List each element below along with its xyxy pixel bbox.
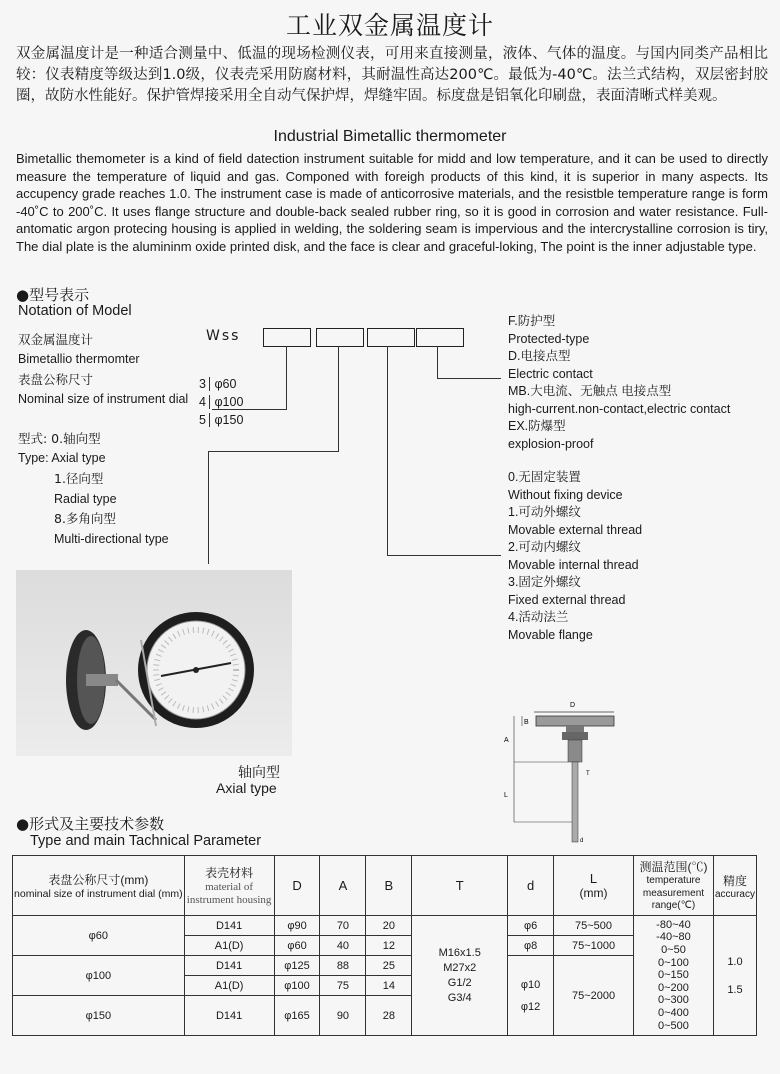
range-value: -80~40 bbox=[656, 918, 691, 931]
fixing-item: Without fixing device bbox=[508, 487, 623, 502]
dim-B: B bbox=[524, 719, 529, 726]
photo-caption-cn: 轴向型 bbox=[238, 765, 280, 781]
cell-A: 90 bbox=[320, 996, 366, 1036]
protection-item: EX.防爆型 bbox=[508, 419, 566, 433]
connector-line bbox=[338, 346, 339, 452]
cell-range bbox=[633, 916, 713, 1036]
header-d: d bbox=[508, 856, 554, 916]
header-size-cn: 表盘公称尺寸(mm) bbox=[48, 873, 149, 887]
size-label-cn: 表盘公称尺寸 bbox=[18, 372, 94, 387]
header-range bbox=[633, 856, 713, 916]
header-T: T bbox=[412, 856, 508, 916]
cell-B: 12 bbox=[366, 936, 412, 956]
page-title-en: Industrial Bimetallic thermometer bbox=[273, 128, 507, 145]
fixing-item: 0.无固定装置 bbox=[508, 470, 581, 484]
model-box-1 bbox=[263, 328, 311, 347]
protection-item: Protected-type bbox=[508, 331, 590, 346]
cell-material: A1(D) bbox=[184, 936, 274, 956]
header-accuracy bbox=[713, 856, 756, 916]
header-material-en: material of instrument housing bbox=[186, 881, 272, 906]
size-list bbox=[199, 375, 243, 429]
range-value: 0~200 bbox=[658, 981, 689, 994]
header-size-en: nominal size of instrument dial (mm) bbox=[14, 888, 183, 900]
type-list bbox=[54, 469, 169, 549]
cell-size: φ100 bbox=[13, 956, 185, 996]
type-label-en: Type: Axial type bbox=[18, 451, 106, 465]
size-val: φ60 bbox=[209, 377, 236, 391]
header-L-unit: (mm) bbox=[579, 886, 608, 900]
type-item: 8.多角向型 bbox=[54, 511, 116, 526]
header-L-label: L bbox=[589, 871, 598, 886]
parameter-table bbox=[12, 855, 757, 1036]
protection-item: Electric contact bbox=[508, 366, 593, 381]
header-material bbox=[184, 856, 274, 916]
thread-value: M27x2 bbox=[443, 961, 477, 974]
range-value: 0~150 bbox=[658, 969, 689, 982]
cell-D: φ90 bbox=[274, 916, 320, 936]
range-value: 0~100 bbox=[658, 956, 689, 969]
dim-L: L bbox=[504, 792, 508, 799]
protection-item: D.电接点型 bbox=[508, 349, 571, 363]
cell-accuracy bbox=[713, 916, 756, 1036]
page-title-cn: 工业双金属温度计 bbox=[285, 11, 494, 40]
cell-L: 75~1000 bbox=[554, 936, 634, 956]
header-D: D bbox=[274, 856, 320, 916]
params-heading-cn: ●形式及主要技术参数 bbox=[16, 815, 165, 833]
fixing-item: 2.可动内螺纹 bbox=[508, 540, 581, 554]
model-heading-en: Notation of Model bbox=[18, 303, 132, 319]
intro-cn: 双金属温度计是一种适合测量中、低温的现场检测仪表，可用来直接测量，液体、气体的温度。与国内同类产品相比较：仪表精度等级达到1.0级，仪表壳采用防腐材料，其耐温性高达200℃。最低为-40℃。法兰式结构，双层密封胶圈，故防水性能好。保护管焊接采用全自动气保护焊，焊缝牢固。标度盘是铝氧化印刷盘，表面清晰式样美观。 bbox=[16, 46, 768, 104]
connector-line bbox=[208, 451, 209, 564]
connector-line bbox=[437, 346, 438, 379]
diameter-value: φ10 bbox=[520, 978, 541, 991]
model-box-4 bbox=[416, 328, 464, 347]
range-value: 0~50 bbox=[661, 944, 686, 957]
cell-T bbox=[412, 916, 508, 1036]
cell-L: 75~500 bbox=[554, 916, 634, 936]
product-photo bbox=[16, 570, 292, 756]
cell-material: A1(D) bbox=[184, 976, 274, 996]
cell-A: 70 bbox=[320, 916, 366, 936]
intro-en: Bimetallic themometer is a kind of field datection instrument suitable for midd and low temperature, and it can be used to directly measure the temperature of liquid and gas. Componed with foreigh products of this kind, it is superior in many aspects. Its accupency grade reaches 1.0. The instrument case is made of anticorrosive materials, and the resistble temperature range is form -40˚C to 200˚C. It uses flange structure and double-back sealed rubber ring, so it is good in corrosion and water resistance. Full-antomatic argon protecing housing is applied in welding, the soldering seam is impervious and the intercrystalline corrosion is tiry, The dial plate is the alumininm oxide printed disk, and the face is clear and graceful-loking, The point is the inner adjustable type. bbox=[16, 151, 768, 254]
fixing-item: Movable flange bbox=[508, 627, 593, 642]
cell-B: 14 bbox=[366, 976, 412, 996]
photo-caption-en: Axial type bbox=[216, 780, 277, 796]
cell-material: D141 bbox=[184, 996, 274, 1036]
connector-line bbox=[208, 451, 339, 452]
cell-A: 40 bbox=[320, 936, 366, 956]
cell-d bbox=[508, 956, 554, 1036]
size-label-en: Nominal size of instrument dial bbox=[18, 392, 189, 406]
accuracy-value: 1.0 bbox=[727, 955, 743, 968]
size-num: 3 bbox=[199, 377, 206, 391]
type-label-cn: 型式: 0.轴向型 bbox=[18, 431, 101, 446]
size-num: 4 bbox=[199, 395, 206, 409]
cell-D: φ165 bbox=[274, 996, 320, 1036]
cell-A: 75 bbox=[320, 976, 366, 996]
cell-L: 75~2000 bbox=[554, 956, 634, 1036]
header-range-cn: 测温范围(℃) bbox=[639, 860, 708, 875]
model-name-cn: 双金属温度计 bbox=[18, 332, 94, 347]
fixing-item: 1.可动外螺纹 bbox=[508, 505, 581, 519]
model-box-2 bbox=[316, 328, 364, 347]
header-range-en: temperature measurement range(℃) bbox=[642, 875, 705, 912]
header-A: A bbox=[320, 856, 366, 916]
fixing-list bbox=[508, 469, 642, 644]
size-num: 5 bbox=[199, 413, 206, 427]
type-item: Radial type bbox=[54, 492, 117, 506]
dim-D: D bbox=[570, 702, 576, 709]
range-value: 0~400 bbox=[658, 1006, 689, 1019]
fixing-item: Fixed external thread bbox=[508, 592, 626, 607]
thermometer-drawing-icon bbox=[484, 692, 634, 852]
header-accuracy-en: accuracy bbox=[714, 888, 755, 900]
size-val: φ100 bbox=[209, 395, 243, 409]
thermometer-photo-icon bbox=[16, 570, 292, 756]
header-L bbox=[554, 856, 634, 916]
range-value: -40~80 bbox=[656, 931, 691, 944]
connector-line bbox=[387, 346, 388, 556]
thread-value: G3/4 bbox=[447, 991, 472, 1004]
model-code: Wss bbox=[206, 328, 241, 344]
type-item: Multi-directional type bbox=[54, 532, 169, 546]
cell-size: φ60 bbox=[13, 916, 185, 956]
dim-d: d bbox=[580, 838, 584, 844]
thread-value: M16x1.5 bbox=[438, 946, 481, 959]
header-accuracy-cn: 精度 bbox=[722, 873, 747, 888]
model-name-en: Bimetallio thermomter bbox=[18, 352, 140, 366]
cell-d: φ8 bbox=[508, 936, 554, 956]
fixing-item: Movable external thread bbox=[508, 522, 643, 537]
model-heading-cn: ●型号表示 bbox=[16, 286, 90, 304]
cell-D: φ100 bbox=[274, 976, 320, 996]
range-value: 0~300 bbox=[658, 994, 689, 1007]
fixing-item: Movable internal thread bbox=[508, 557, 639, 572]
connector-line bbox=[387, 555, 501, 556]
protection-item: high-current.non-contact,electric contact bbox=[508, 401, 731, 416]
table-header-row bbox=[13, 856, 757, 916]
cell-d: φ6 bbox=[508, 916, 554, 936]
cell-size: φ150 bbox=[13, 996, 185, 1036]
connector-line bbox=[212, 409, 287, 410]
protection-item: MB.大电流、无触点 电接点型 bbox=[508, 384, 672, 398]
fixing-item: 4.活动法兰 bbox=[508, 610, 569, 624]
protection-item: explosion-proof bbox=[508, 436, 594, 451]
cell-D: φ125 bbox=[274, 956, 320, 976]
cell-B: 28 bbox=[366, 996, 412, 1036]
cell-material: D141 bbox=[184, 916, 274, 936]
accuracy-value: 1.5 bbox=[727, 983, 743, 996]
type-item: 1.径向型 bbox=[54, 471, 104, 486]
protection-list bbox=[508, 313, 730, 453]
model-box-3 bbox=[367, 328, 415, 347]
connector-line bbox=[437, 378, 501, 379]
protection-item: F.防护型 bbox=[508, 314, 556, 328]
cell-material: D141 bbox=[184, 956, 274, 976]
header-B: B bbox=[366, 856, 412, 916]
connector-line bbox=[286, 346, 287, 410]
params-heading-en: Type and main Tachnical Parameter bbox=[30, 833, 262, 849]
cell-B: 25 bbox=[366, 956, 412, 976]
dim-T: T bbox=[586, 771, 590, 777]
cell-D: φ60 bbox=[274, 936, 320, 956]
header-size bbox=[13, 856, 185, 916]
dim-A: A bbox=[504, 737, 509, 744]
technical-drawing bbox=[484, 692, 634, 852]
table-row bbox=[13, 916, 757, 936]
header-material-cn: 表壳材料 bbox=[205, 866, 254, 880]
size-val: φ150 bbox=[209, 413, 243, 427]
range-value: 0~500 bbox=[658, 1019, 689, 1032]
fixing-item: 3.固定外螺纹 bbox=[508, 575, 581, 589]
thread-value: G1/2 bbox=[447, 976, 472, 989]
cell-B: 20 bbox=[366, 916, 412, 936]
cell-A: 88 bbox=[320, 956, 366, 976]
diameter-value: φ12 bbox=[520, 1000, 541, 1013]
